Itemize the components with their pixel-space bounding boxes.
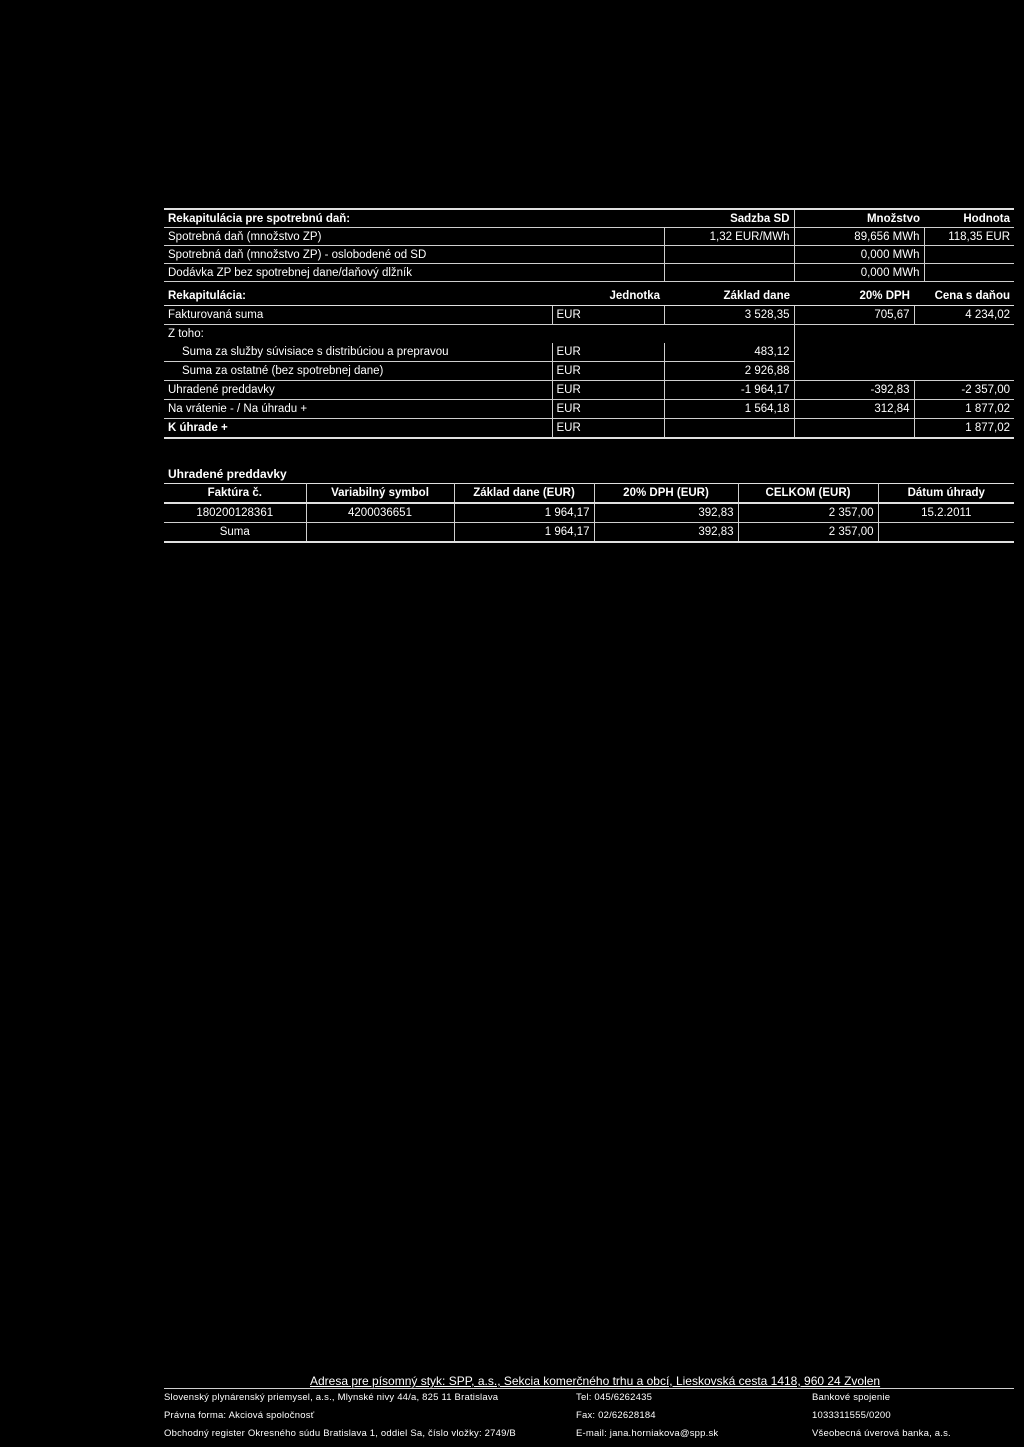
recap-row-base: -1 964,17 (664, 381, 794, 400)
recap-col-base: Základ dane (664, 287, 794, 306)
recap-col-total: Cena s daňou (914, 287, 1014, 306)
excise-row-value (924, 264, 1014, 282)
footer-register: Obchodný register Okresného súdu Bratislava 1, oddiel Sa, číslo vložky: 2749/B (164, 1428, 516, 1439)
recap-row-base: 1 564,18 (664, 400, 794, 419)
advances-variable-symbol: 4200036651 (306, 503, 454, 523)
recap-of-which-label: Z toho: (168, 328, 204, 340)
excise-row-label: Spotrebná daň (množstvo ZP) (164, 228, 664, 246)
excise-tax-table (164, 208, 1014, 282)
recap-advances-row (164, 381, 1014, 400)
recap-row-unit: EUR (552, 343, 664, 362)
excise-title: Rekapitulácia pre spotrebnú daň: (164, 209, 664, 228)
recap-title: Rekapitulácia: (164, 287, 552, 306)
excise-col-quantity: Množstvo (794, 209, 924, 228)
recap-row-unit: EUR (552, 400, 664, 419)
recap-dist-row (164, 343, 1014, 362)
advances-col-vat: 20% DPH (EUR) (594, 484, 738, 504)
recap-of-which-row (164, 325, 1014, 344)
advances-col-invoice: Faktúra č. (164, 484, 306, 504)
advances-sum-base: 1 964,17 (454, 523, 594, 543)
advances-sum-vat: 392,83 (594, 523, 738, 543)
recap-row-total: 4 234,02 (914, 306, 1014, 325)
excise-row-quantity: 0,000 MWh (794, 264, 924, 282)
advances-header-row (164, 484, 1014, 504)
advances-total: 2 357,00 (738, 503, 878, 523)
advances-sum-row (164, 523, 1014, 543)
excise-row-value: 118,35 EUR (924, 228, 1014, 246)
footer-divider (164, 1388, 1014, 1389)
footer-bank-name: Všeobecná úverová banka, a.s. (812, 1428, 951, 1439)
recap-row-label: Uhradené preddavky (164, 381, 552, 400)
postal-address: Adresa pre písomný styk: SPP, a.s., Sekcia komerčného trhu a obcí, Lieskovská cesta 1418, 960 24 Zvolen (310, 1374, 881, 1388)
table-row (164, 228, 1014, 246)
recap-refund-row (164, 400, 1014, 419)
recap-row-label: Na vrátenie - / Na úhradu + (164, 400, 552, 419)
table-row (164, 264, 1014, 282)
recap-row-label: Fakturovaná suma (164, 306, 552, 325)
excise-header-row (164, 209, 1014, 228)
recap-row-base: 3 528,35 (664, 306, 794, 325)
advances-invoice-number: 180200128361 (164, 503, 306, 523)
advances-base: 1 964,17 (454, 503, 594, 523)
recap-table (164, 287, 1014, 439)
recap-row-label: Suma za ostatné (bez spotrebnej dane) (164, 362, 552, 381)
recap-to-pay-total: 1 877,02 (914, 419, 1014, 439)
recap-header-row (164, 287, 1014, 306)
recap-row-vat: 312,84 (794, 400, 914, 419)
footer-bank-label: Bankové spojenie (812, 1392, 891, 1403)
table-row (164, 246, 1014, 264)
table-row (164, 503, 1014, 523)
excise-row-rate: 1,32 EUR/MWh (664, 228, 794, 246)
recap-row-total: 1 877,02 (914, 400, 1014, 419)
advances-sum-label: Suma (164, 523, 306, 543)
excise-row-quantity: 89,656 MWh (794, 228, 924, 246)
advances-sum-total: 2 357,00 (738, 523, 878, 543)
recap-row-vat: 705,67 (794, 306, 914, 325)
footer-legal-form: Právna forma: Akciová spoločnosť (164, 1410, 315, 1421)
excise-row-label: Dodávka ZP bez spotrebnej dane/daňový dlžník (164, 264, 664, 282)
advances-col-base: Základ dane (EUR) (454, 484, 594, 504)
recap-invoiced-row (164, 306, 1014, 325)
excise-row-rate (664, 264, 794, 282)
footer-fax: Fax: 02/62628184 (576, 1410, 656, 1421)
recap-row-label: Suma za služby súvisiace s distribúciou a prepravou (164, 343, 552, 362)
advances-col-total: CELKOM (EUR) (738, 484, 878, 504)
recap-row-base: 483,12 (664, 343, 794, 362)
recap-to-pay-row (164, 419, 1014, 439)
recap-row-base: 2 926,88 (664, 362, 794, 381)
advances-table (164, 483, 1014, 543)
recap-to-pay-label: K úhrade + (164, 419, 552, 439)
footer-phone: Tel: 045/6262435 (576, 1392, 653, 1403)
advances-col-vs: Variabilný symbol (306, 484, 454, 504)
excise-col-value: Hodnota (924, 209, 1014, 228)
recap-other-row (164, 362, 1014, 381)
recap-row-total: -2 357,00 (914, 381, 1014, 400)
recap-col-vat: 20% DPH (794, 287, 914, 306)
excise-row-value (924, 246, 1014, 264)
advances-title: Uhradené preddavky (168, 467, 287, 481)
recap-col-unit: Jednotka (552, 287, 664, 306)
excise-row-rate (664, 246, 794, 264)
advances-date: 15.2.2011 (878, 503, 1014, 523)
recap-row-vat: -392,83 (794, 381, 914, 400)
excise-row-label: Spotrebná daň (množstvo ZP) - oslobodené od SD (164, 246, 664, 264)
recap-row-unit: EUR (552, 362, 664, 381)
excise-col-rate: Sadzba SD (664, 209, 794, 228)
footer-email: E-mail: jana.horniakova@spp.sk (576, 1428, 719, 1439)
excise-row-quantity: 0,000 MWh (794, 246, 924, 264)
advances-vat: 392,83 (594, 503, 738, 523)
recap-row-unit: EUR (552, 381, 664, 400)
footer-company: Slovenský plynárenský priemysel, a.s., Mlynské nivy 44/a, 825 11 Bratislava (164, 1392, 499, 1403)
recap-row-unit: EUR (552, 306, 664, 325)
advances-col-date: Dátum úhrady (878, 484, 1014, 504)
footer-bank-account: 1033311555/0200 (812, 1410, 891, 1421)
recap-to-pay-unit: EUR (552, 419, 664, 439)
